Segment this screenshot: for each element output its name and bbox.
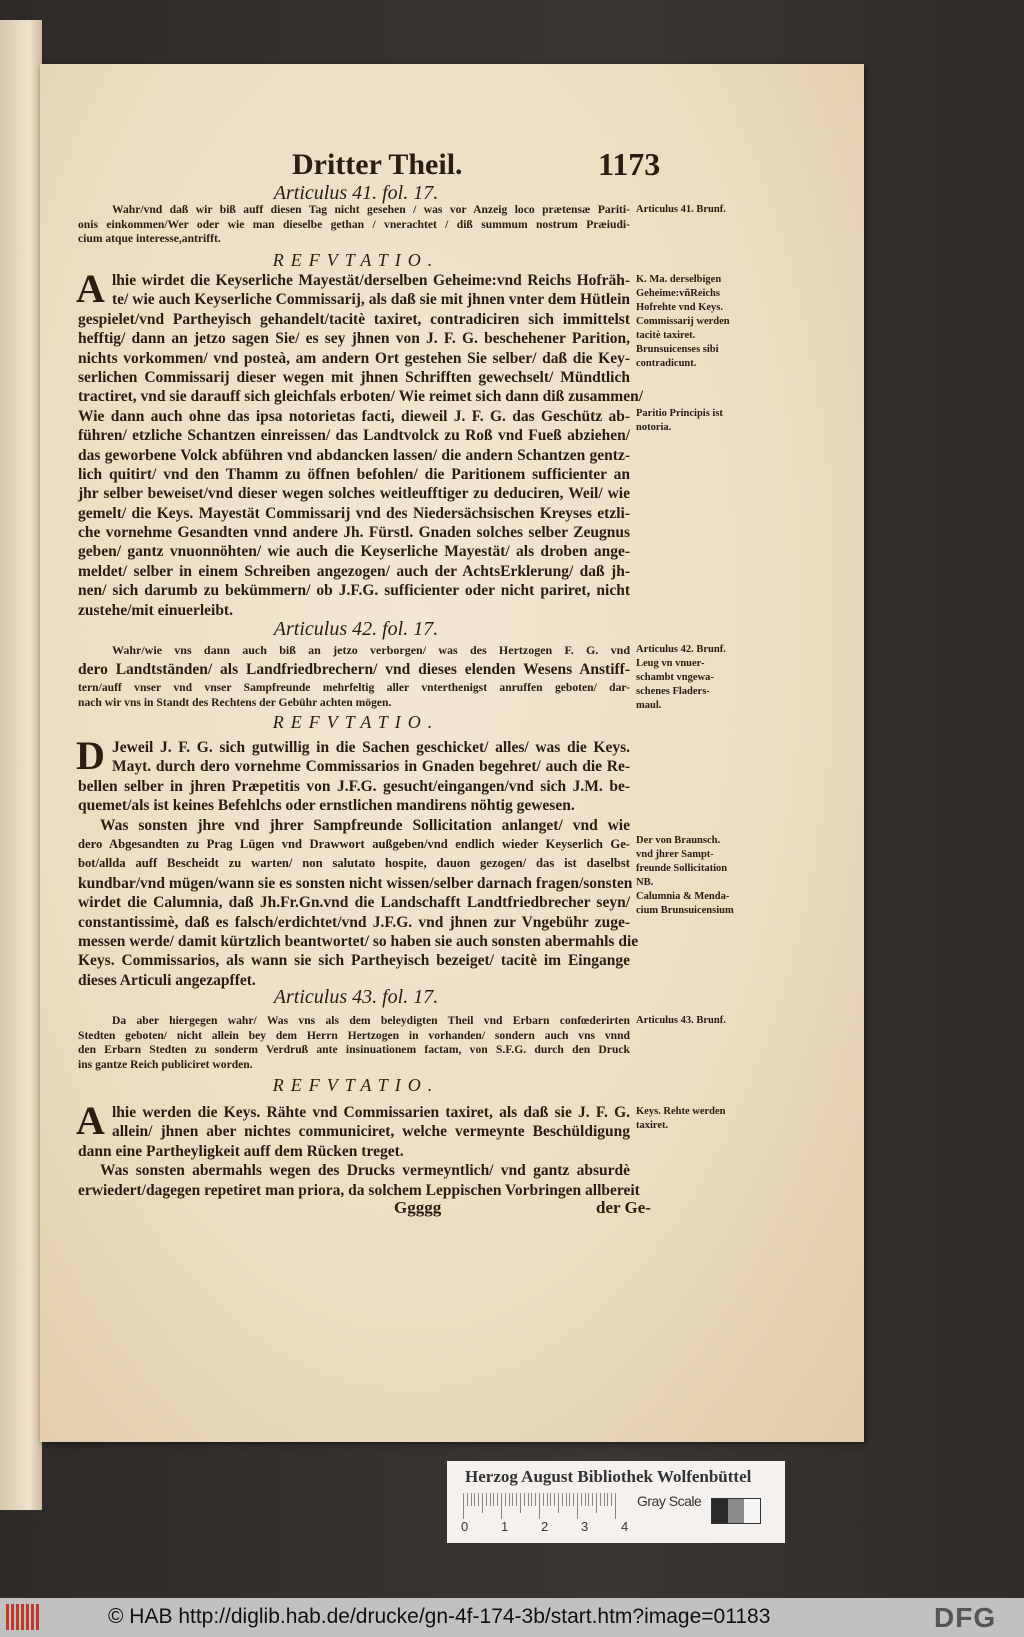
margin-note-line: Commissarij werden xyxy=(636,316,730,327)
margin-note xyxy=(636,834,758,918)
ruler-tick xyxy=(588,1493,589,1506)
ruler-number: 0 xyxy=(461,1519,469,1534)
margin-note-line: K. Ma. derselbigen xyxy=(636,274,722,285)
running-title: Dritter Theil. xyxy=(292,148,463,181)
ruler-tick xyxy=(497,1493,498,1506)
ruler-tick xyxy=(577,1493,578,1519)
ruler-tick xyxy=(505,1493,506,1506)
article-text xyxy=(78,1014,630,1072)
margin-note-line: Geheime:vñReichs xyxy=(636,288,720,299)
gray-swatch xyxy=(712,1499,728,1523)
text-line: den Erbarn Stedten zu sonderm Verdruß ante insinuationem factam, von S.F.G. durch den Druck xyxy=(78,1043,630,1057)
text-line: te/ wie auch Keyserliche Commissarij, als daß sie mit jhnen vnter dem Hütlein xyxy=(112,291,630,309)
article-heading: Articulus 41. fol. 17. xyxy=(273,182,439,204)
ruler-tick xyxy=(516,1493,517,1506)
margin-note-line: Articulus 41. Brunf. xyxy=(636,204,726,215)
ruler-tick xyxy=(520,1493,521,1513)
text-line: meldet/ selber in einem Schreiben angezogen/ auch der AchtsErklerung/ daß jh- xyxy=(78,562,630,580)
margin-note-line: contradicunt. xyxy=(636,358,697,369)
ruler-tick xyxy=(478,1493,479,1506)
text-line: zustehe/mit einuerleibt. xyxy=(78,601,233,619)
margin-note-line: freunde Sollicitation xyxy=(636,863,728,874)
text-line: dero Abgesandten zu Prag Lügen vnd Drawwort außgeben/vnd endlich wieder Keyserlich Ge- xyxy=(78,836,630,851)
footer-bar xyxy=(0,1598,1024,1637)
gray-swatch xyxy=(744,1499,760,1523)
ruler-tick xyxy=(474,1493,475,1506)
refutatio-heading: REFVTATIO. xyxy=(272,1075,440,1095)
text-line: Da aber hiergegen wahr/ Was vns als dem beleydigten Theil vnd Erbarn confœderirten xyxy=(112,1014,630,1027)
margin-note-line: schenes Fladers- xyxy=(636,686,710,697)
previous-page-edge xyxy=(0,20,42,1510)
text-line: nen/ sich darumb zu bekümmern/ ob J.F.G. sufficienter oder nicht pariret, nicht xyxy=(78,582,630,600)
ruler-tick xyxy=(509,1493,510,1506)
ruler-tick xyxy=(501,1493,502,1519)
text-line: nach wir vns in Standt des Rechtens der Gebühr achten mögen. xyxy=(78,695,392,709)
ruler-tick xyxy=(573,1493,574,1506)
text-line: nichts vorkommen/ vnd posteà, am andern Ort gestehen Sie selber/ daß die Key- xyxy=(78,349,630,367)
text-line: cium atque interesse,antrifft. xyxy=(78,232,221,246)
drop-cap: A xyxy=(76,266,105,311)
text-line: dieses Articuli angezapffet. xyxy=(78,971,256,989)
ruler-tick xyxy=(569,1493,570,1506)
credit-link[interactable]: © HAB http://diglib.hab.de/drucke/gn-4f-174-3b/start.htm?image=01183 xyxy=(108,1605,771,1628)
drop-cap: A xyxy=(76,1098,105,1143)
article-text xyxy=(78,203,630,247)
text-line: geben/ gantz vnuonnöhten/ wie auch die Keyserliche Mayestät/ als droben ange- xyxy=(78,543,630,561)
text-line: bellen selber in jhren Præpetitis von J.F.G. gesucht/eingangen/vnd sich J.M. be- xyxy=(78,777,630,795)
margin-note xyxy=(636,273,758,371)
ruler-tick xyxy=(604,1493,605,1506)
dfg-logo: DFG xyxy=(934,1602,997,1633)
ruler-tick xyxy=(493,1493,494,1506)
text-line: lich quitirt/ vnd den Thamm zu öffnen befohlen/ die Paritionem sufficienter an xyxy=(78,465,630,483)
margin-note-line: Articulus 43. Brunf. xyxy=(636,1015,726,1026)
refutatio-text xyxy=(76,1098,640,1200)
margin-note-line: NB. xyxy=(636,877,654,888)
ruler-tick xyxy=(562,1493,563,1506)
margin-note-line: Paritio Principis ist xyxy=(636,408,723,419)
text-line: hefftig/ dann an jetzo sagen Sie/ es sey jhnen von J. F. G. beschehener Parition, xyxy=(78,330,630,348)
text-line: che vornehme Gesandten vnnd andere Jh. Fürstl. Gnaden solches selber Zeugnus xyxy=(78,524,630,542)
text-line: dann eine Partheyligkeit auff dem Rücken treget. xyxy=(78,1142,404,1160)
ruler-tick xyxy=(581,1493,582,1506)
ruler-tick xyxy=(528,1493,529,1506)
margin-note-line: Hofrehte vnd Keys. xyxy=(636,302,724,313)
refutatio-text xyxy=(76,733,639,990)
ruler-tick xyxy=(543,1493,544,1506)
signature-mark: Ggggg xyxy=(394,1198,442,1217)
text-line: messen werde/ damit kürtzlich beantwortet/ so haben sie auch sonsten abermahls die xyxy=(78,932,639,950)
text-line: onis einkommen/Wer oder wie man dieselbe gethan / vnerachtet / diß summum nostrum Præiudi- xyxy=(78,217,630,231)
text-line: Keys. Commissarios, als wann sie sich Partheyisch bezeiget/ tacitè im Eingange xyxy=(78,952,630,970)
ruler-tick xyxy=(463,1493,464,1519)
page-number: 1173 xyxy=(598,146,661,182)
ruler-tick xyxy=(482,1493,483,1513)
ruler-tick xyxy=(471,1493,472,1506)
text-line: dero Landtständen/ als Landfriedbrechern/ vnd dieses elenden Wesens Anstiff- xyxy=(78,661,630,679)
text-line: quemet/als ist keines Befehlchs oder ernstlichen mandirens nöhtig gewesen. xyxy=(78,797,575,815)
margin-note-line: Brunsuicenses sibi xyxy=(636,344,719,355)
ruler-tick xyxy=(539,1493,540,1519)
text-line: tern/auff vnser vnd vnser Sampfreunde mehrfeltig aller vnterthenigst anruffen geboten/ dar- xyxy=(78,680,630,694)
ruler-number: 2 xyxy=(541,1519,549,1534)
drop-cap: D xyxy=(76,733,105,778)
ruler-tick xyxy=(467,1493,468,1506)
margin-note-line: Der von Braunsch. xyxy=(636,835,721,846)
margin-note xyxy=(636,407,758,435)
ruler-tick xyxy=(535,1493,536,1506)
ruler-tick xyxy=(524,1493,525,1506)
gray-scale-swatch xyxy=(711,1498,761,1524)
margin-note-line: maul. xyxy=(636,700,662,711)
text-line: tractiret, vnd sie darauff sich gleichfals erboten/ Wie reimet sich dann diß zusammen/ xyxy=(78,388,644,406)
margin-note-line: vnd jhrer Sampt- xyxy=(636,849,714,860)
text-line: Wahr/vnd daß wir biß auff diesen Tag nicht gesehen / was vor Anzeig loco prætensæ Pariti- xyxy=(112,203,630,216)
ruler-tick xyxy=(558,1493,559,1513)
ruler xyxy=(463,1493,617,1519)
refutatio-heading: REFVTATIO. xyxy=(272,250,440,270)
hab-logo-icon xyxy=(6,1604,46,1630)
text-line: Wahr/wie vns dann auch biß an jetzo verborgen/ was des Hertzogen F. G. vnd xyxy=(112,643,630,657)
text-line: führen/ etzliche Schantzen einreissen/ das Landtvolck zu Roß vnd Fueß abziehen/ xyxy=(78,427,630,445)
text-line: gemelt/ die Keys. Mayestät Commissarij vnd des Niedersächsischen Kreyses etzli- xyxy=(78,504,630,522)
ruler-number: 4 xyxy=(621,1519,629,1534)
ruler-tick xyxy=(490,1493,491,1506)
gray-scale-label: Gray Scale xyxy=(637,1493,702,1509)
margin-note-line: taxiret. xyxy=(636,1120,669,1131)
ruler-tick xyxy=(531,1493,532,1506)
margin-note-line: Calumnia & Menda- xyxy=(636,891,730,902)
ruler-tick xyxy=(592,1493,593,1506)
ruler-tick xyxy=(554,1493,555,1506)
text-line: kundbar/vnd mügen/wann sie es sonsten nicht wissen/selber darnach fragen/sonsten xyxy=(78,874,633,892)
margin-note-line: Articulus 42. Brunf. xyxy=(636,644,726,655)
text-line: Mayt. durch dero vornehme Commissarios in Gnaden begehret/ auch die Re- xyxy=(112,758,630,776)
gray-swatch xyxy=(728,1499,744,1523)
text-line: Was sonsten jhre vnd jhrer Sampfreunde Sollicitation anlanget/ vnd wie xyxy=(100,816,630,834)
catchword: der Ge- xyxy=(596,1198,651,1217)
ruler-tick xyxy=(547,1493,548,1506)
text-line: allein/ jhnen aber nichtes communiciret, welche vermeynte Beschüldigung xyxy=(112,1123,630,1141)
text-line: lhie wirdet die Keyserliche Mayestät/derselben Geheime:vnd Reichs Hofräh- xyxy=(112,272,630,289)
text-line: bot/allda auff Bescheidt zu warten/ non salutato hospite, dauon gezogen/ das ist daselbst xyxy=(78,856,630,871)
ruler-tick xyxy=(585,1493,586,1506)
article-heading: Articulus 42. fol. 17. xyxy=(273,618,439,640)
ruler-tick xyxy=(550,1493,551,1506)
margin-note xyxy=(636,1014,758,1028)
margin-note xyxy=(636,203,758,217)
margin-note-line: Leug vn vnuer- xyxy=(636,658,705,669)
margin-note-line: notoria. xyxy=(636,422,672,433)
text-line: ins gantze Reich publiciret worden. xyxy=(78,1057,253,1071)
text-line: wirdet die Calumnia, daß Jh.Fr.Gn.vnd die Landschafft Landtfriedbrecher seyn/ xyxy=(78,894,630,912)
margin-note xyxy=(636,643,758,713)
ruler-tick xyxy=(600,1493,601,1506)
ruler-tick xyxy=(486,1493,487,1506)
library-color-label xyxy=(447,1461,785,1543)
margin-note xyxy=(636,1105,758,1133)
text-line: constantissimè, daß es falsch/erdichtet/vnd J.F.G. vnd jhnen zur Vngebühr zuge- xyxy=(78,913,630,931)
text-line: Was sonsten abermahls wegen des Drucks vermeyntlich/ vnd gantz absurdè xyxy=(100,1162,630,1180)
ruler-tick xyxy=(607,1493,608,1506)
text-line: das geworbene Volck abführen vnd abdancken lassen/ die andern Schantzen gentz- xyxy=(78,446,630,464)
library-name: Herzog August Bibliothek Wolfenbüttel xyxy=(465,1467,752,1486)
margin-note-line: cium Brunsuicensium xyxy=(636,905,734,916)
margin-note-line: tacitè taxiret. xyxy=(636,330,696,341)
margin-note-line: Keys. Rehte werden xyxy=(636,1106,726,1117)
refutatio-heading: REFVTATIO. xyxy=(272,712,440,732)
ruler-tick xyxy=(611,1493,612,1506)
ruler-number: 3 xyxy=(581,1519,589,1534)
ruler-tick xyxy=(596,1493,597,1513)
ruler-tick xyxy=(512,1493,513,1506)
ruler-tick xyxy=(615,1493,616,1519)
refutatio-text xyxy=(76,266,644,620)
text-line: gespielet/vnd Partheyisch gehandelt/tacitè taxiret, contradiciren sich immittelst xyxy=(78,310,630,328)
text-line: serlichen Commissarij dieser wegen mit jhnen Schrifften gewechselt/ Mündtlich xyxy=(78,368,630,386)
text-line: Wie dann auch ohne das ipsa notorietas facti, dieweil J. F. G. das Geschütz ab- xyxy=(78,407,630,425)
ruler-tick xyxy=(566,1493,567,1506)
text-line: Jeweil J. F. G. sich gutwillig in die Sachen geschicket/ alles/ was die Keys. xyxy=(112,739,630,756)
margin-note-line: schambt vngewa- xyxy=(636,672,714,683)
text-line: jhr selber beweiset/vnd dieser wegen solches weitleufftiger zu deduciren, Weil/ wie xyxy=(78,485,630,503)
text-line: lhie werden die Keys. Rähte vnd Commissarien taxiret, als daß sie J. F. G. xyxy=(112,1104,630,1121)
text-line: Stedten geboten/ nicht allein bey dem Herrn Hertzogen in vorhanden/ sondern auch vns vnnd xyxy=(78,1028,630,1042)
text-line: erwiedert/dagegen repetiret man priora, da solchem Leppischen Vorbringen allbereit xyxy=(78,1181,640,1199)
ruler-number: 1 xyxy=(501,1519,509,1534)
article-text xyxy=(78,641,630,710)
article-heading: Articulus 43. fol. 17. xyxy=(273,986,439,1008)
